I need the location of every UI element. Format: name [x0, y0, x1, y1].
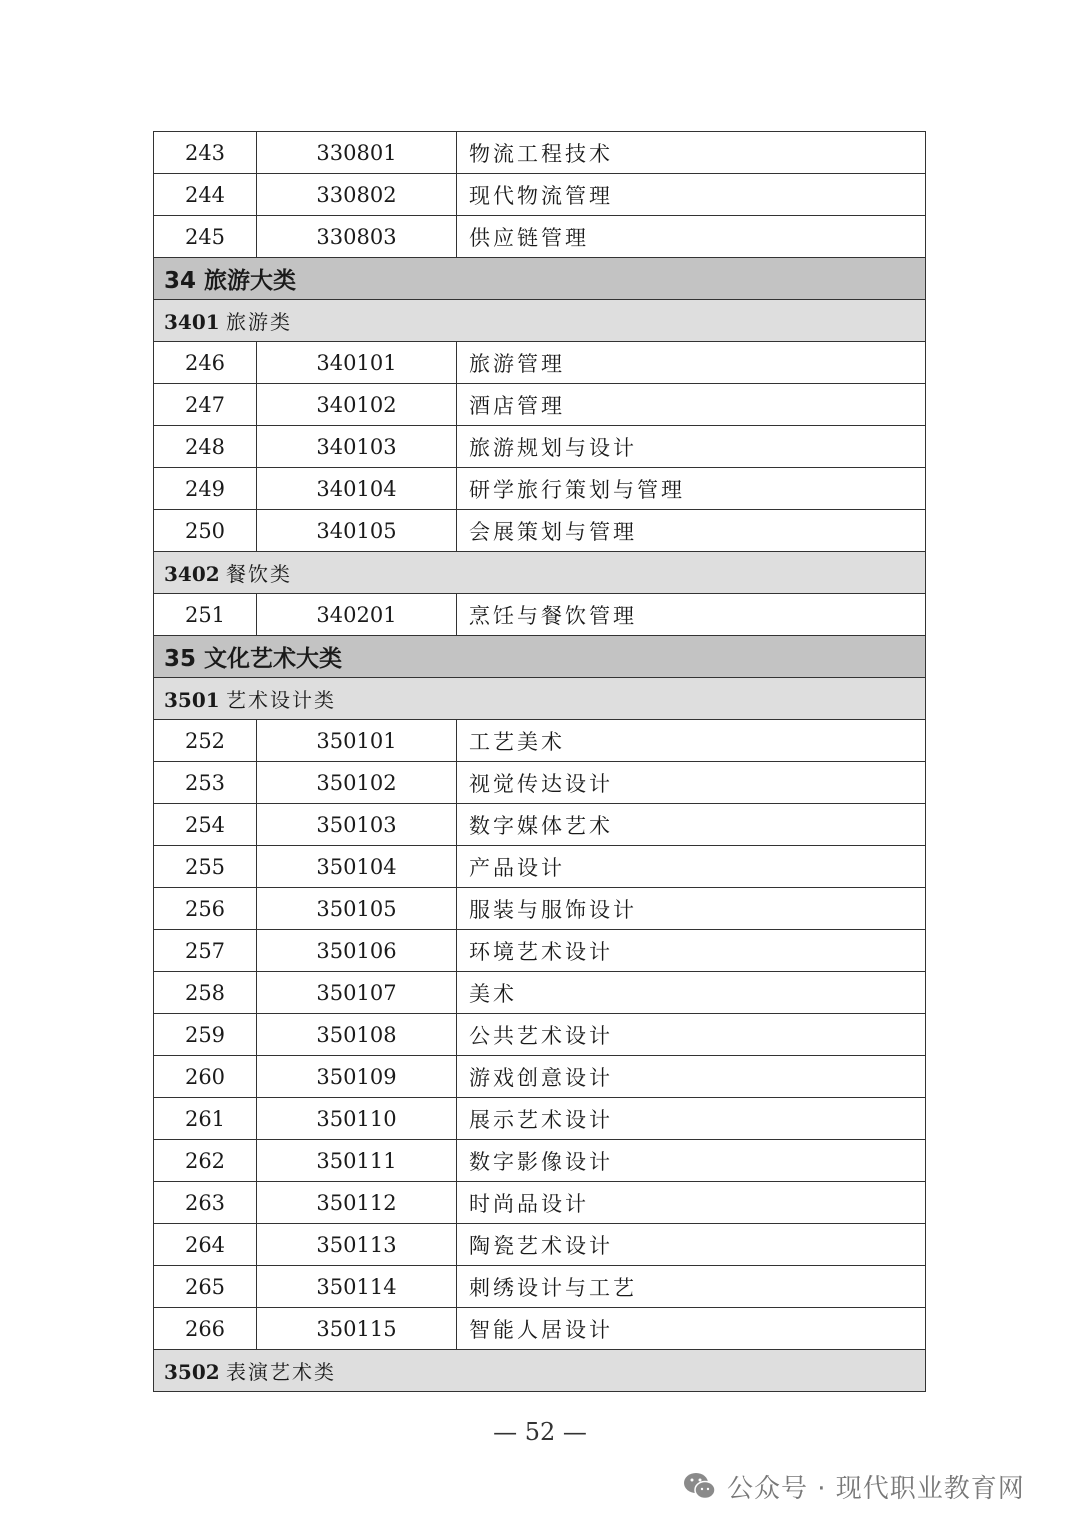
footer-text: 公众号 · 现代职业教育网	[727, 1473, 1025, 1504]
row-name: 产品设计	[457, 846, 926, 888]
row-code: 350107	[257, 972, 457, 1014]
row-seq: 257	[154, 930, 257, 972]
row-name: 公共艺术设计	[457, 1014, 926, 1056]
row-name: 陶瓷艺术设计	[457, 1224, 926, 1266]
row-code: 350101	[257, 720, 457, 762]
row-code: 340105	[257, 510, 457, 552]
row-name: 美术	[457, 972, 926, 1014]
row-code: 350114	[257, 1266, 457, 1308]
table-row	[154, 1056, 926, 1098]
table-row	[154, 1308, 926, 1350]
row-code: 350111	[257, 1140, 457, 1182]
row-code: 340102	[257, 384, 457, 426]
table-row	[154, 1014, 926, 1056]
row-seq: 244	[154, 174, 257, 216]
sub-category-code: 3502	[164, 1360, 220, 1384]
sub-category-code: 3402	[164, 562, 220, 586]
row-seq: 254	[154, 804, 257, 846]
row-code: 350112	[257, 1182, 457, 1224]
row-name: 酒店管理	[457, 384, 926, 426]
row-seq: 253	[154, 762, 257, 804]
row-seq: 250	[154, 510, 257, 552]
row-name: 工艺美术	[457, 720, 926, 762]
row-seq: 245	[154, 216, 257, 258]
table-row	[154, 720, 926, 762]
row-seq: 262	[154, 1140, 257, 1182]
row-seq: 251	[154, 594, 257, 636]
row-name: 会展策划与管理	[457, 510, 926, 552]
sub-category-label: 艺术设计类	[226, 688, 337, 712]
row-code: 350109	[257, 1056, 457, 1098]
table-row	[154, 762, 926, 804]
row-seq: 252	[154, 720, 257, 762]
row-code: 340103	[257, 426, 457, 468]
major-category-label: 35 文化艺术大类	[154, 636, 926, 678]
row-code: 340104	[257, 468, 457, 510]
table-row	[154, 132, 926, 174]
table-row	[154, 594, 926, 636]
major-list-body	[154, 132, 926, 1392]
row-seq: 263	[154, 1182, 257, 1224]
sub-category-cell	[154, 678, 926, 720]
sub-category-cell	[154, 1350, 926, 1392]
row-seq: 255	[154, 846, 257, 888]
sub-category-label: 旅游类	[226, 310, 293, 334]
row-code: 350105	[257, 888, 457, 930]
major-category-row	[154, 636, 926, 678]
row-name: 服装与服饰设计	[457, 888, 926, 930]
row-name: 旅游管理	[457, 342, 926, 384]
sub-category-code: 3501	[164, 688, 220, 712]
table-row	[154, 510, 926, 552]
row-code: 330801	[257, 132, 457, 174]
row-code: 350103	[257, 804, 457, 846]
row-seq: 266	[154, 1308, 257, 1350]
row-name: 烹饪与餐饮管理	[457, 594, 926, 636]
row-code: 350110	[257, 1098, 457, 1140]
row-seq: 249	[154, 468, 257, 510]
row-name: 时尚品设计	[457, 1182, 926, 1224]
table-row	[154, 384, 926, 426]
sub-category-row	[154, 678, 926, 720]
sub-category-row	[154, 300, 926, 342]
table-row	[154, 426, 926, 468]
row-code: 350108	[257, 1014, 457, 1056]
wechat-icon	[683, 1471, 717, 1501]
row-seq: 259	[154, 1014, 257, 1056]
table-row	[154, 1182, 926, 1224]
table-row	[154, 174, 926, 216]
row-seq: 260	[154, 1056, 257, 1098]
sub-category-cell	[154, 300, 926, 342]
row-code: 330802	[257, 174, 457, 216]
row-name: 展示艺术设计	[457, 1098, 926, 1140]
row-seq: 261	[154, 1098, 257, 1140]
row-code: 350102	[257, 762, 457, 804]
footer-watermark	[683, 1468, 1025, 1504]
row-seq: 248	[154, 426, 257, 468]
table-row	[154, 216, 926, 258]
row-seq: 265	[154, 1266, 257, 1308]
sub-category-row	[154, 1350, 926, 1392]
row-name: 刺绣设计与工艺	[457, 1266, 926, 1308]
sub-category-cell	[154, 552, 926, 594]
table-row	[154, 846, 926, 888]
table-row	[154, 804, 926, 846]
row-seq: 264	[154, 1224, 257, 1266]
row-seq: 246	[154, 342, 257, 384]
row-code: 350106	[257, 930, 457, 972]
major-category-label: 34 旅游大类	[154, 258, 926, 300]
row-code: 330803	[257, 216, 457, 258]
sub-category-row	[154, 552, 926, 594]
row-code: 340101	[257, 342, 457, 384]
row-name: 物流工程技术	[457, 132, 926, 174]
row-name: 研学旅行策划与管理	[457, 468, 926, 510]
row-seq: 247	[154, 384, 257, 426]
sub-category-code: 3401	[164, 310, 220, 334]
table-row	[154, 888, 926, 930]
table-row	[154, 342, 926, 384]
table-row	[154, 1224, 926, 1266]
row-code: 340201	[257, 594, 457, 636]
row-name: 旅游规划与设计	[457, 426, 926, 468]
table-row	[154, 972, 926, 1014]
row-name: 现代物流管理	[457, 174, 926, 216]
major-category-row	[154, 258, 926, 300]
table-row	[154, 1140, 926, 1182]
table-row	[154, 1098, 926, 1140]
row-name: 数字影像设计	[457, 1140, 926, 1182]
row-name: 智能人居设计	[457, 1308, 926, 1350]
row-code: 350115	[257, 1308, 457, 1350]
row-name: 供应链管理	[457, 216, 926, 258]
sub-category-label: 表演艺术类	[226, 1360, 337, 1384]
row-seq: 256	[154, 888, 257, 930]
row-name: 数字媒体艺术	[457, 804, 926, 846]
major-list-table	[153, 131, 926, 1392]
row-seq: 258	[154, 972, 257, 1014]
sub-category-label: 餐饮类	[226, 562, 293, 586]
table-row	[154, 1266, 926, 1308]
row-name: 视觉传达设计	[457, 762, 926, 804]
row-code: 350104	[257, 846, 457, 888]
page-number: — 52 —	[493, 1418, 587, 1446]
row-seq: 243	[154, 132, 257, 174]
row-code: 350113	[257, 1224, 457, 1266]
table-row	[154, 468, 926, 510]
row-name: 游戏创意设计	[457, 1056, 926, 1098]
row-name: 环境艺术设计	[457, 930, 926, 972]
table-row	[154, 930, 926, 972]
